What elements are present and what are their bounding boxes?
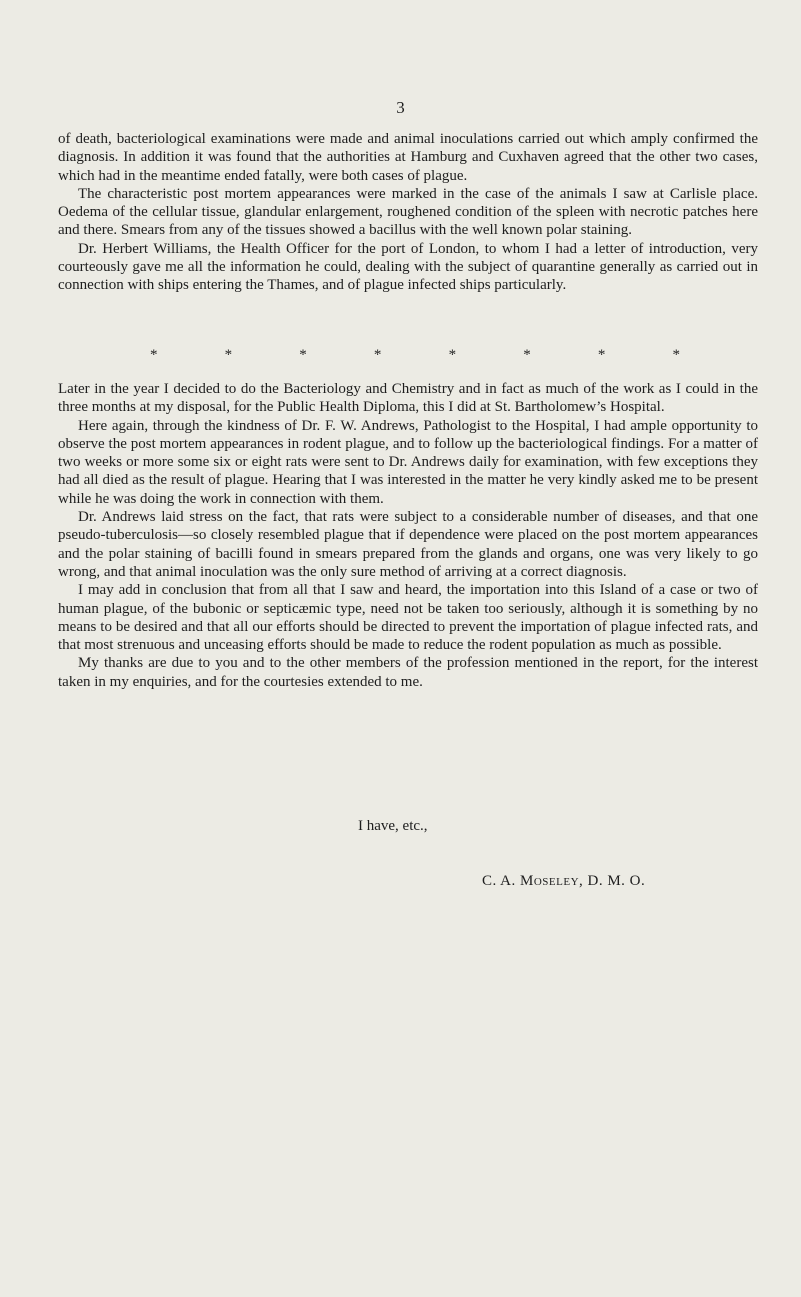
separator-star: * bbox=[373, 347, 382, 363]
paragraph-thanks: My thanks are due to you and to the other members of the profession mentioned in the report, for the interest taken in my enquiries, and for the courtesies extended to me. bbox=[58, 655, 758, 690]
paragraph-health-officer: Dr. Herbert Williams, the Health Officer for the port of London, to whom I had a letter of introduction, very courteously gave me all the information he could, dealing with the subject of quarantine generally as carried out in connection with ships entering the Thames, and of plague infected ships particularly. bbox=[58, 240, 758, 294]
paragraph-post-mortem: The characteristic post mortem appearances were marked in the case of the animals I saw at Carlisle place. Oedema of the cellular tissue, glandular enlargement, roughened condition of the spleen with necrotic patches here and there. Smears from any of the tissues showed a bacillus with the well known polar staining. bbox=[58, 185, 758, 239]
signature bbox=[482, 873, 645, 890]
separator-star: * bbox=[299, 347, 307, 363]
section-separator bbox=[150, 347, 680, 364]
separator-star: * bbox=[150, 347, 158, 363]
page-number: 3 bbox=[396, 98, 405, 117]
paragraph-later-in-year: Later in the year I decided to do the Bacteriology and Chemistry and in fact as much of the work as I could in the three months at my disposal, for the Public Health Diploma, this I did at St. Bartholomew’s Hospital. bbox=[58, 381, 758, 416]
paragraph-here-again: Here again, through the kindness of Dr. F. W. Andrews, Pathologist to the Hospital, I had ample opportunity to observe the post mortem appearances in rodent plague, and to follow up the bacteriological findings. For a matter of two weeks or more some six or eight rats were sent to Dr. Andrews daily for examination, with few exceptions they had all died as the result of plague. Hearing that I was interested in the matter he very kindly asked me to be present while he was doing the work in connection with them. bbox=[58, 417, 758, 507]
paragraph-continued: of death, bacteriological examinations were made and animal inoculations carried out which amply confirmed the diagnosis. In addition it was found that the authorities at Hamburg and Cuxhaven agreed that the other two cases, which had in the meantime ended fatally, were both cases of plague. bbox=[58, 131, 758, 184]
section-1-text bbox=[58, 130, 758, 295]
section-2-text bbox=[58, 380, 758, 691]
paragraph-dr-andrews: Dr. Andrews laid stress on the fact, that rats were subject to a considerable number of diseases, and that one pseudo-tuberculosis—so closely resembled plague that if dependence were placed on the post mortem appearances and the polar staining of bacilli found in smears prepared from the glands and organs, one was very likely to go wrong, and that animal inoculation was the only sure method of arriving at a correct diagnosis. bbox=[58, 509, 758, 580]
separator-star: * bbox=[672, 347, 680, 363]
letter-closing: I have, etc., bbox=[358, 818, 428, 834]
separator-star: * bbox=[224, 347, 233, 363]
separator-star: * bbox=[448, 347, 457, 363]
paragraph-conclusion: I may add in conclusion that from all that I saw and heard, the importation into this Island of a case or two of human plague, of the bubonic or septicæmic type, need not be taken too seriously, although it is something by no means to be desired and that all our efforts should be directed to prevent the importation of plague infected rats, and that most strenuous and unceasing efforts should be made to reduce the rodent population as much as possible. bbox=[58, 582, 758, 654]
signature-name: C. A. Moseley, D. M. O. bbox=[482, 873, 646, 889]
separator-star: * bbox=[597, 347, 606, 363]
separator-star: * bbox=[523, 347, 531, 363]
